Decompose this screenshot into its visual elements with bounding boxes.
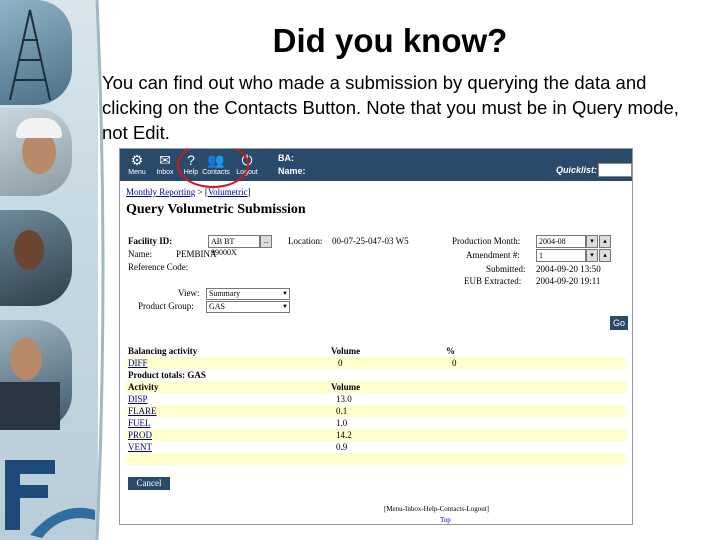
slide-body-text: You can find out who made a submission by querying the data and clicking on the Contacts Button. Note that you must be in Query mode, not Edit. [102,72,679,143]
facility-browse-button[interactable]: ... [260,235,272,248]
contacts-highlight-circle [177,148,249,188]
businessman-photo [0,320,72,430]
activity-link[interactable]: FUEL [128,418,151,428]
contacts-label: Contacts [202,169,230,176]
inbox-label: Inbox [156,169,174,176]
amendment-clear[interactable]: ▴ [599,249,611,262]
amendment-picker[interactable]: ▾ [586,249,598,262]
breadcrumb-monthly-link[interactable]: Monthly Reporting [126,187,196,197]
product-totals-header-row [126,381,626,393]
logout-icon: ⏻ [241,152,253,168]
page-title: Query Volumetric Submission [126,202,306,217]
slide-title: Did you know? [272,22,508,59]
volume-cell: 0.1 [336,406,348,416]
product-group-label: Product Group: [138,301,194,311]
go-button[interactable]: Go [610,316,628,330]
production-month-label: Production Month: [452,236,521,246]
activity-link[interactable]: DISP [128,394,148,404]
production-month-input[interactable]: 2004-08 [536,235,586,248]
amendment-label: Amendment #: [466,250,520,260]
product-totals-heading [126,369,626,381]
view-select[interactable]: Summary ▼ [206,288,290,300]
table-row [126,441,626,453]
breadcrumb-volumetric-link[interactable]: Volumetric [207,187,248,197]
submitted-label: Submitted: [486,264,526,274]
product-group-select[interactable]: GAS ▼ [206,301,290,313]
activity-link[interactable]: PROD [128,430,153,440]
breadcrumb: Monthly Reporting > [Volumetric] [126,187,251,197]
logout-label: Logout [236,169,258,176]
submitted-value: 2004-09-20 13:50 [536,264,601,274]
volume-cell: 0 [338,358,343,368]
contacts-icon: 👥 [207,152,225,168]
product-totals-title: Product totals: GAS [128,370,206,380]
activity-link[interactable]: VENT [128,442,152,452]
balancing-percent-header: % [446,346,455,356]
activity-link[interactable]: FLARE [128,406,157,416]
derrick-graphic [0,0,72,105]
table-row [126,393,626,405]
balancing-activity-header: Balancing activity [128,346,198,356]
ba-label: BA: [278,153,294,163]
name-field-value: PEMBINA [176,249,217,259]
product-activity-header: Activity [128,382,159,392]
activity-link[interactable]: DIFF [128,358,148,368]
product-volume-header: Volume [331,382,361,392]
app-screenshot [119,148,633,525]
table-row [126,405,626,417]
decorative-sidebar [0,0,98,540]
oil-derrick-photo [0,0,72,105]
balancing-volume-header: Volume [331,346,361,356]
cancel-button[interactable]: Cancel [128,477,170,490]
facility-id-label: Facility ID: [128,236,173,246]
production-month-picker[interactable]: ▾ [586,235,598,248]
balancing-header-row [126,345,626,357]
volume-cell: 14.2 [336,430,352,440]
table-row [126,417,626,429]
table-row-empty [126,453,626,465]
breadcrumb-separator: > [195,187,205,197]
location-value: 00-07-25-047-03 W5 [332,236,409,246]
worker-photo [0,108,72,196]
reference-code-label: Reference Code: [128,262,189,272]
menu-icon: ⚙ [130,152,144,168]
top-link[interactable]: Top [440,516,451,524]
quicklist-label: Quicklist: [556,165,598,175]
eub-extracted-value: 2004-09-20 19:11 [536,276,601,286]
quicklist-input[interactable] [598,163,632,177]
menu-button[interactable] [122,151,152,179]
envelope-icon: ✉ [159,152,171,168]
menu-label: Menu [128,169,146,176]
view-label: View: [178,288,200,298]
table-row [126,357,626,369]
amendment-input[interactable]: 1 [536,249,586,262]
name-field-label: Name: [128,249,152,259]
question-icon: ? [187,152,195,168]
percent-cell: 0 [452,358,457,368]
footer-nav-links[interactable]: [Menu-Inbox-Help-Contacts-Logout] [384,505,489,513]
table-row [126,429,626,441]
help-label: Help [183,169,199,176]
volume-cell: 1.0 [336,418,348,428]
eub-extracted-label: EUB Extracted: [464,276,522,286]
volume-cell: 13.0 [336,394,352,404]
name-label: Name: [278,166,306,176]
location-label: Location: [288,236,323,246]
phone-woman-photo [0,210,72,306]
company-logo [0,440,98,540]
facility-id-input[interactable]: AB BT 99000X [208,235,260,248]
production-month-clear[interactable]: ▴ [599,235,611,248]
volume-cell: 0.9 [336,442,348,452]
